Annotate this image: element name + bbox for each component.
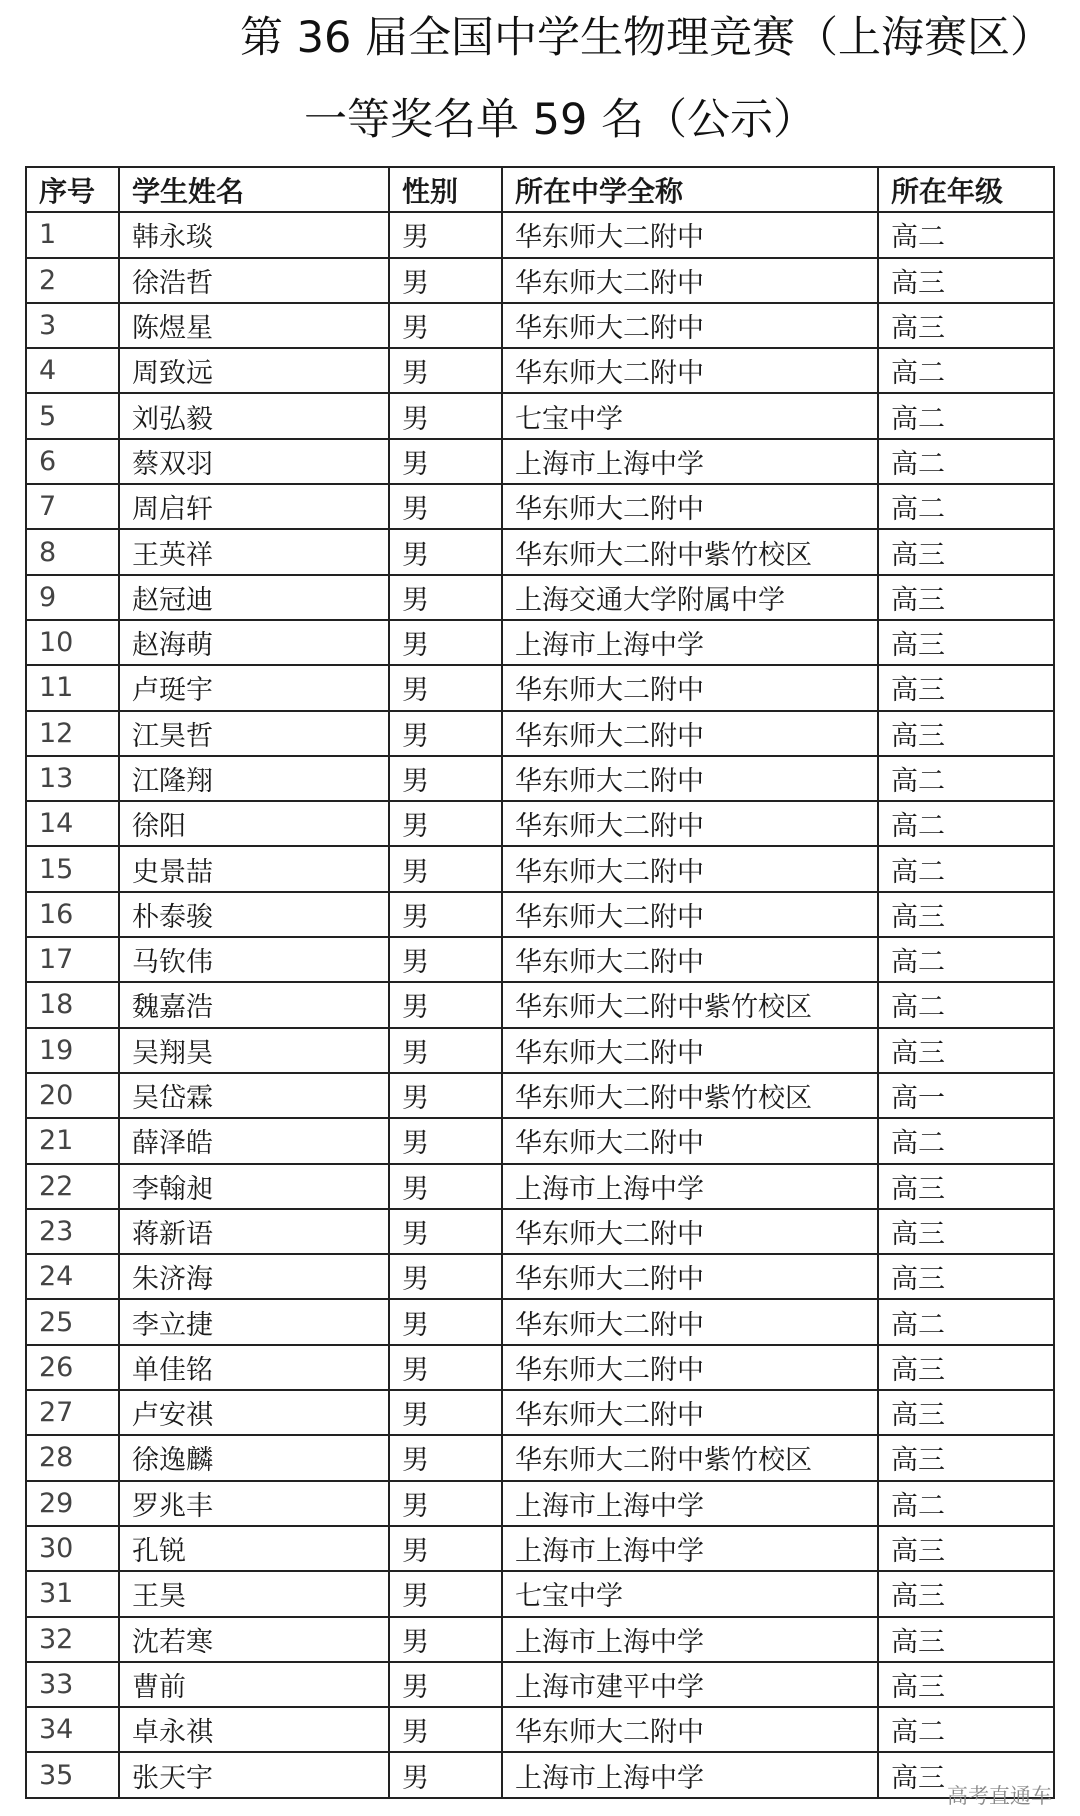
table-row	[26, 892, 1054, 937]
cell-grade: 高二	[878, 393, 1054, 438]
table-row	[26, 212, 1054, 257]
table-header-row	[26, 167, 1054, 212]
cell-grade: 高二	[878, 212, 1054, 257]
cell-grade: 高三	[878, 575, 1054, 620]
cell-gender: 男	[389, 1481, 502, 1526]
cell-index: 27	[26, 1390, 119, 1435]
cell-grade: 高二	[878, 1118, 1054, 1163]
cell-grade: 高三	[878, 1526, 1054, 1571]
table-row	[26, 575, 1054, 620]
cell-student-name: 徐逸麟	[119, 1435, 389, 1480]
cell-grade: 高三	[878, 258, 1054, 303]
cell-student-name: 孔锐	[119, 1526, 389, 1571]
table-row	[26, 1435, 1054, 1480]
cell-gender: 男	[389, 982, 502, 1027]
cell-school: 上海市上海中学	[502, 1617, 878, 1662]
cell-index: 2	[26, 258, 119, 303]
cell-gender: 男	[389, 439, 502, 484]
cell-grade: 高二	[878, 846, 1054, 891]
cell-school: 上海市上海中学	[502, 620, 878, 665]
table-row	[26, 1164, 1054, 1209]
cell-school: 华东师大二附中	[502, 303, 878, 348]
table-row	[26, 937, 1054, 982]
cell-school: 华东师大二附中	[502, 212, 878, 257]
cell-index: 3	[26, 303, 119, 348]
cell-grade: 高二	[878, 439, 1054, 484]
cell-grade: 高二	[878, 1299, 1054, 1344]
cell-school: 上海市上海中学	[502, 439, 878, 484]
cell-student-name: 单佳铭	[119, 1345, 389, 1390]
cell-student-name: 吴翔昊	[119, 1028, 389, 1073]
header-grade: 所在年级	[878, 167, 1054, 212]
cell-school: 华东师大二附中	[502, 801, 878, 846]
cell-school: 华东师大二附中	[502, 1390, 878, 1435]
cell-gender: 男	[389, 665, 502, 710]
cell-student-name: 江昊哲	[119, 711, 389, 756]
cell-school: 上海市上海中学	[502, 1481, 878, 1526]
cell-gender: 男	[389, 801, 502, 846]
cell-school: 华东师大二附中	[502, 892, 878, 937]
cell-grade: 高二	[878, 1707, 1054, 1752]
table-row	[26, 1118, 1054, 1163]
cell-grade: 高三	[878, 1752, 1054, 1797]
cell-school: 华东师大二附中	[502, 846, 878, 891]
cell-index: 12	[26, 711, 119, 756]
cell-grade: 高一	[878, 1073, 1054, 1118]
cell-school: 华东师大二附中	[502, 1254, 878, 1299]
table-row	[26, 711, 1054, 756]
cell-student-name: 朱济海	[119, 1254, 389, 1299]
cell-gender: 男	[389, 1254, 502, 1299]
cell-student-name: 朴泰骏	[119, 892, 389, 937]
cell-student-name: 陈煜星	[119, 303, 389, 348]
page-title-line-1: 第 36 届全国中学生物理竞赛（上海赛区）	[240, 13, 1054, 63]
cell-gender: 男	[389, 756, 502, 801]
table-row	[26, 982, 1054, 1027]
cell-school: 华东师大二附中	[502, 1209, 878, 1254]
table-row	[26, 1526, 1054, 1571]
cell-grade: 高三	[878, 529, 1054, 574]
cell-grade: 高三	[878, 620, 1054, 665]
cell-school: 华东师大二附中	[502, 1299, 878, 1344]
cell-index: 17	[26, 937, 119, 982]
table-row	[26, 1390, 1054, 1435]
cell-gender: 男	[389, 1752, 502, 1797]
cell-student-name: 王昊	[119, 1571, 389, 1616]
cell-school: 华东师大二附中	[502, 348, 878, 393]
cell-school: 华东师大二附中	[502, 711, 878, 756]
cell-gender: 男	[389, 1617, 502, 1662]
cell-gender: 男	[389, 1571, 502, 1616]
cell-index: 5	[26, 393, 119, 438]
cell-gender: 男	[389, 1390, 502, 1435]
cell-student-name: 沈若寒	[119, 1617, 389, 1662]
cell-gender: 男	[389, 1118, 502, 1163]
watermark: 高考直通车	[947, 1784, 1052, 1808]
cell-index: 11	[26, 665, 119, 710]
header-gender: 性别	[389, 167, 502, 212]
cell-gender: 男	[389, 484, 502, 529]
cell-student-name: 曹前	[119, 1662, 389, 1707]
cell-student-name: 魏嘉浩	[119, 982, 389, 1027]
cell-index: 26	[26, 1345, 119, 1390]
cell-school: 华东师大二附中紫竹校区	[502, 1435, 878, 1480]
cell-index: 18	[26, 982, 119, 1027]
cell-index: 10	[26, 620, 119, 665]
cell-school: 上海市上海中学	[502, 1164, 878, 1209]
cell-index: 20	[26, 1073, 119, 1118]
cell-gender: 男	[389, 393, 502, 438]
cell-school: 上海市建平中学	[502, 1662, 878, 1707]
cell-school: 上海市上海中学	[502, 1526, 878, 1571]
cell-school: 七宝中学	[502, 393, 878, 438]
cell-index: 8	[26, 529, 119, 574]
cell-student-name: 徐浩哲	[119, 258, 389, 303]
cell-school: 华东师大二附中	[502, 258, 878, 303]
cell-grade: 高三	[878, 711, 1054, 756]
cell-index: 7	[26, 484, 119, 529]
cell-school: 上海交通大学附属中学	[502, 575, 878, 620]
cell-student-name: 刘弘毅	[119, 393, 389, 438]
cell-gender: 男	[389, 846, 502, 891]
table-row	[26, 1571, 1054, 1616]
cell-student-name: 李翰昶	[119, 1164, 389, 1209]
cell-grade: 高二	[878, 937, 1054, 982]
cell-student-name: 卢安祺	[119, 1390, 389, 1435]
cell-gender: 男	[389, 620, 502, 665]
cell-grade: 高三	[878, 892, 1054, 937]
cell-index: 33	[26, 1662, 119, 1707]
cell-school: 华东师大二附中紫竹校区	[502, 529, 878, 574]
cell-gender: 男	[389, 1299, 502, 1344]
cell-grade: 高二	[878, 484, 1054, 529]
cell-grade: 高二	[878, 348, 1054, 393]
cell-index: 35	[26, 1752, 119, 1797]
header-index: 序号	[26, 167, 119, 212]
header-school: 所在中学全称	[502, 167, 878, 212]
table-row	[26, 1481, 1054, 1526]
table-row	[26, 439, 1054, 484]
table-body	[26, 212, 1054, 1797]
cell-student-name: 周启轩	[119, 484, 389, 529]
cell-student-name: 罗兆丰	[119, 1481, 389, 1526]
cell-school: 华东师大二附中	[502, 1707, 878, 1752]
table-row	[26, 303, 1054, 348]
cell-school: 华东师大二附中	[502, 665, 878, 710]
cell-school: 华东师大二附中	[502, 1118, 878, 1163]
table-row	[26, 258, 1054, 303]
cell-school: 华东师大二附中	[502, 1345, 878, 1390]
table-row	[26, 393, 1054, 438]
cell-school: 华东师大二附中紫竹校区	[502, 1073, 878, 1118]
table-row	[26, 484, 1054, 529]
cell-grade: 高三	[878, 1028, 1054, 1073]
cell-student-name: 史景喆	[119, 846, 389, 891]
cell-gender: 男	[389, 348, 502, 393]
cell-student-name: 张天宇	[119, 1752, 389, 1797]
cell-grade: 高三	[878, 1435, 1054, 1480]
cell-student-name: 周致远	[119, 348, 389, 393]
table-row	[26, 1209, 1054, 1254]
cell-gender: 男	[389, 1526, 502, 1571]
cell-student-name: 蔡双羽	[119, 439, 389, 484]
cell-gender: 男	[389, 1164, 502, 1209]
cell-gender: 男	[389, 1707, 502, 1752]
cell-student-name: 赵海萌	[119, 620, 389, 665]
cell-index: 22	[26, 1164, 119, 1209]
cell-gender: 男	[389, 892, 502, 937]
cell-index: 30	[26, 1526, 119, 1571]
cell-grade: 高三	[878, 303, 1054, 348]
cell-student-name: 马钦伟	[119, 937, 389, 982]
cell-index: 19	[26, 1028, 119, 1073]
cell-gender: 男	[389, 711, 502, 756]
cell-student-name: 江隆翔	[119, 756, 389, 801]
cell-gender: 男	[389, 937, 502, 982]
table-row	[26, 1662, 1054, 1707]
cell-student-name: 徐阳	[119, 801, 389, 846]
cell-school: 华东师大二附中	[502, 756, 878, 801]
cell-grade: 高二	[878, 756, 1054, 801]
cell-index: 15	[26, 846, 119, 891]
cell-student-name: 李立捷	[119, 1299, 389, 1344]
cell-student-name: 赵冠迪	[119, 575, 389, 620]
cell-grade: 高三	[878, 665, 1054, 710]
cell-gender: 男	[389, 303, 502, 348]
cell-grade: 高二	[878, 982, 1054, 1027]
cell-index: 34	[26, 1707, 119, 1752]
table-row	[26, 801, 1054, 846]
cell-index: 6	[26, 439, 119, 484]
cell-index: 16	[26, 892, 119, 937]
cell-student-name: 吴岱霖	[119, 1073, 389, 1118]
cell-grade: 高三	[878, 1209, 1054, 1254]
cell-student-name: 卢珽宇	[119, 665, 389, 710]
cell-grade: 高三	[878, 1345, 1054, 1390]
cell-student-name: 韩永琰	[119, 212, 389, 257]
cell-grade: 高三	[878, 1164, 1054, 1209]
cell-school: 华东师大二附中	[502, 937, 878, 982]
cell-school: 七宝中学	[502, 1571, 878, 1616]
table-row	[26, 846, 1054, 891]
table-row	[26, 1028, 1054, 1073]
cell-index: 25	[26, 1299, 119, 1344]
cell-gender: 男	[389, 575, 502, 620]
cell-school: 华东师大二附中紫竹校区	[502, 982, 878, 1027]
table-row	[26, 1254, 1054, 1299]
cell-index: 28	[26, 1435, 119, 1480]
cell-index: 4	[26, 348, 119, 393]
cell-grade: 高二	[878, 801, 1054, 846]
cell-student-name: 王英祥	[119, 529, 389, 574]
cell-index: 21	[26, 1118, 119, 1163]
table-row	[26, 1299, 1054, 1344]
cell-grade: 高三	[878, 1617, 1054, 1662]
cell-grade: 高三	[878, 1662, 1054, 1707]
cell-grade: 高三	[878, 1571, 1054, 1616]
cell-index: 13	[26, 756, 119, 801]
cell-student-name: 卓永祺	[119, 1707, 389, 1752]
cell-gender: 男	[389, 1028, 502, 1073]
cell-gender: 男	[389, 1345, 502, 1390]
cell-gender: 男	[389, 1209, 502, 1254]
cell-index: 32	[26, 1617, 119, 1662]
table-row	[26, 620, 1054, 665]
header-student-name: 学生姓名	[119, 167, 389, 212]
cell-grade: 高三	[878, 1254, 1054, 1299]
cell-school: 华东师大二附中	[502, 484, 878, 529]
cell-grade: 高三	[878, 1390, 1054, 1435]
cell-index: 14	[26, 801, 119, 846]
cell-index: 24	[26, 1254, 119, 1299]
cell-gender: 男	[389, 1435, 502, 1480]
cell-gender: 男	[389, 212, 502, 257]
cell-school: 上海市上海中学	[502, 1752, 878, 1797]
cell-index: 1	[26, 212, 119, 257]
cell-student-name: 薛泽皓	[119, 1118, 389, 1163]
cell-student-name: 蒋新语	[119, 1209, 389, 1254]
table-row	[26, 1073, 1054, 1118]
cell-grade: 高二	[878, 1481, 1054, 1526]
table-row	[26, 529, 1054, 574]
cell-gender: 男	[389, 529, 502, 574]
cell-index: 31	[26, 1571, 119, 1616]
table-row	[26, 1345, 1054, 1390]
table-row	[26, 756, 1054, 801]
table-row	[26, 348, 1054, 393]
table-row	[26, 665, 1054, 710]
table-row	[26, 1707, 1054, 1752]
cell-gender: 男	[389, 258, 502, 303]
cell-index: 23	[26, 1209, 119, 1254]
page-title-line-2: 一等奖名单 59 名（公示）	[304, 95, 817, 145]
cell-gender: 男	[389, 1073, 502, 1118]
cell-gender: 男	[389, 1662, 502, 1707]
cell-index: 29	[26, 1481, 119, 1526]
cell-school: 华东师大二附中	[502, 1028, 878, 1073]
table-row	[26, 1752, 1054, 1797]
cell-index: 9	[26, 575, 119, 620]
table-row	[26, 1617, 1054, 1662]
award-roster-table	[25, 166, 1055, 1799]
